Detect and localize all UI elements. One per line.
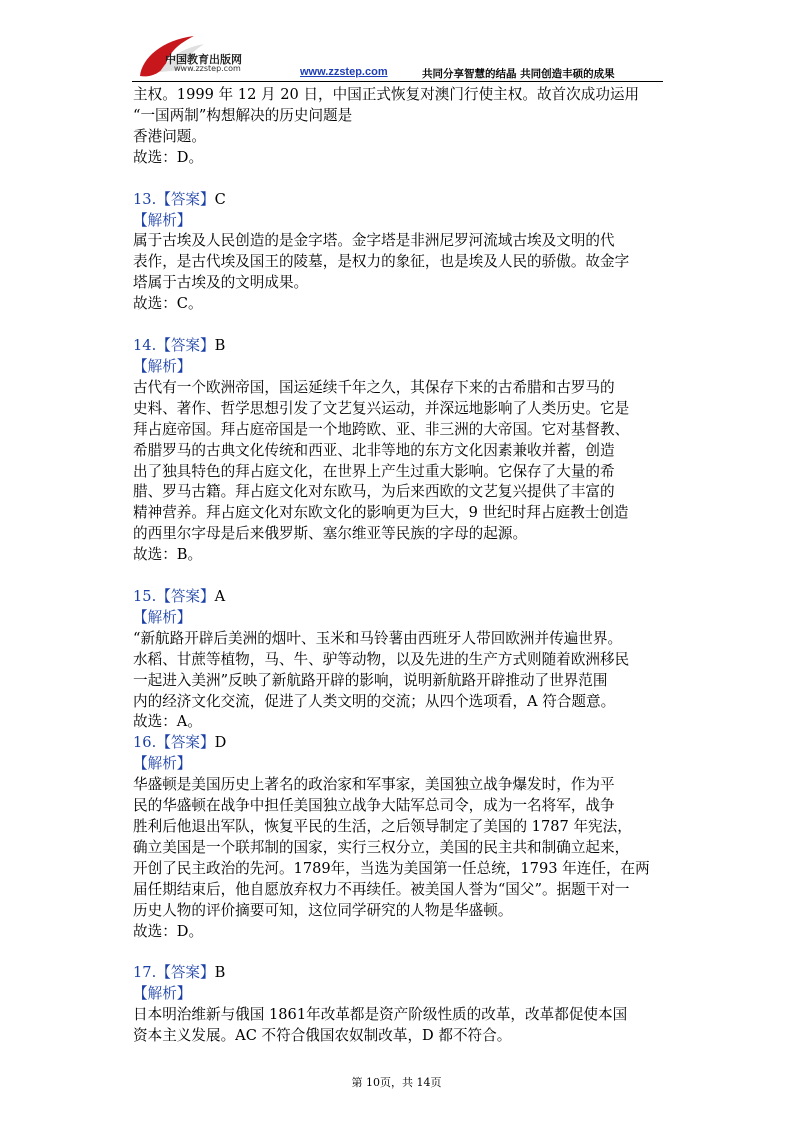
answer-value: B <box>214 337 226 355</box>
text-line: 表作，是古代埃及国王的陵墓，是权力的象征，也是埃及人民的骄傲。故金字 <box>133 253 630 271</box>
answer-value: B <box>214 964 226 982</box>
page-content <box>133 85 663 1047</box>
text-line: 出了独具特色的拜占庭文化，在世界上产生过重大影响。它保存了大量的希 <box>133 462 615 480</box>
text-line: 故选：D。 <box>133 922 204 940</box>
answer-value: C <box>214 190 226 208</box>
answer-line-13 <box>133 190 663 211</box>
text-line: 民的华盛顿在战争中担任美国独立战争大陆军总司令，成为一名将军，战争 <box>133 797 615 815</box>
text-line: 内的经济文化交流，促进了人类文明的交流；从四个选项看，A 符合题意。 <box>133 692 616 710</box>
text-line: “一国两制”构想解决的历史问题是 <box>133 106 353 124</box>
text-line: 故选：D。 <box>133 148 204 166</box>
text-line: 华盛顿是美国历史上著名的政治家和军事家，美国独立战争爆发时，作为平 <box>133 776 615 794</box>
header-divider <box>132 81 663 82</box>
page-number: 第 10页，共 14页 <box>351 1076 442 1089</box>
question-number: 17. <box>133 964 157 982</box>
answer-label: 【答案】 <box>156 588 215 606</box>
page-header <box>0 0 793 84</box>
text-line: 确立美国是一个联邦制的国家，实行三权分立，美国的民主共和制确立起来， <box>133 838 630 856</box>
analysis-label: 【解析】 <box>133 357 192 375</box>
text-line: 故选：B。 <box>133 546 203 564</box>
header-slogan: 共同分享智慧的结晶 共同创造丰硕的成果 <box>422 68 615 80</box>
answer-line-17 <box>133 963 663 984</box>
question-number: 15. <box>133 588 157 606</box>
answer-label: 【答案】 <box>156 734 215 752</box>
text-line: 胜利后他退出军队，恢复平民的生活，之后领导制定了美国的 1787 年宪法， <box>133 818 632 835</box>
answer-value: A <box>214 588 226 606</box>
analysis-label: 【解析】 <box>133 985 192 1003</box>
text-line: 香港问题。 <box>133 127 206 145</box>
question-number: 13. <box>133 190 157 208</box>
text-line: 故选：C。 <box>133 295 203 313</box>
text-line: 属于古埃及人民创造的是金字塔。金字塔是非洲尼罗河流域古埃及文明的代 <box>133 232 615 250</box>
text-line: 水稻、甘蔗等植物，马、牛、驴等动物，以及先进的生产方式则随着欧洲移民 <box>133 650 630 668</box>
text-line: 史料、著作、哲学思想引发了文艺复兴运动，并深远地影响了人类历史。它是 <box>133 399 630 417</box>
question-number: 16. <box>133 734 157 752</box>
text-line: 届任期结束后，他自愿放弃权力不再续任。被美国人誉为“国父”。据题干对一 <box>133 880 630 898</box>
logo-name: 中国教育出版网 <box>165 53 242 66</box>
text-line: 开创了民主政治的先河。1789年，当选为美国第一任总统，1793 年连任，在两 <box>133 859 650 877</box>
answer-line-15 <box>133 587 663 608</box>
logo-url: www.zzstep.com <box>174 64 241 73</box>
answer-label: 【答案】 <box>156 190 215 208</box>
text-line: 故选：A。 <box>133 713 202 731</box>
site-link[interactable]: www.zzstep.com <box>300 66 388 78</box>
answer-line-16 <box>133 733 663 754</box>
text-line: 腊、罗马古籍。拜占庭文化对东欧马，为后来西欧的文艺复兴提供了丰富的 <box>133 483 615 501</box>
text-line: 一起进入美洲”反映了新航路开辟的影响，说明新航路开辟推动了世界范围 <box>133 671 608 689</box>
text-line: 古代有一个欧洲帝国，国运延续千年之久，其保存下来的古希腊和古罗马的 <box>133 378 615 396</box>
text-line: “新航路开辟后美洲的烟叶、玉米和马铃薯由西班牙人带回欧洲并传遍世界。 <box>133 629 623 647</box>
answer-label: 【答案】 <box>156 337 215 355</box>
text-line: 希腊罗马的古典文化传统和西亚、北非等地的东方文化因素兼收并蓄，创造 <box>133 441 615 459</box>
analysis-label: 【解析】 <box>133 755 192 773</box>
text-line: 塔属于古埃及的文明成果。 <box>133 274 309 292</box>
answer-label: 【答案】 <box>156 964 215 982</box>
analysis-label: 【解析】 <box>133 608 192 626</box>
analysis-label: 【解析】 <box>133 211 192 229</box>
text-line: 主权。1999 年 12 月 20 日，中国正式恢复对澳门行使主权。故首次成功运用 <box>133 86 640 103</box>
text-line: 精神营养。拜占庭文化对东欧文化的影响更为巨大，9 世纪时拜占庭教士创造 <box>133 504 629 522</box>
answer-value: D <box>214 734 227 752</box>
text-line: 的西里尔字母是后来俄罗斯、塞尔维亚等民族的字母的起源。 <box>133 525 528 543</box>
text-line: 历史人物的评价摘要可知，这位同学研究的人物是华盛顿。 <box>133 901 513 919</box>
text-line: 日本明治维新与俄国 1861年改革都是资产阶级性质的改革，改革都促使本国 <box>133 1006 628 1024</box>
answer-line-14 <box>133 336 663 357</box>
question-number: 14. <box>133 337 157 355</box>
text-line: 拜占庭帝国。拜占庭帝国是一个地跨欧、亚、非三洲的大帝国。它对基督教、 <box>133 420 630 438</box>
text-line: 资本主义发展。AC 不符合俄国农奴制改革，D 都不符合。 <box>133 1027 512 1045</box>
